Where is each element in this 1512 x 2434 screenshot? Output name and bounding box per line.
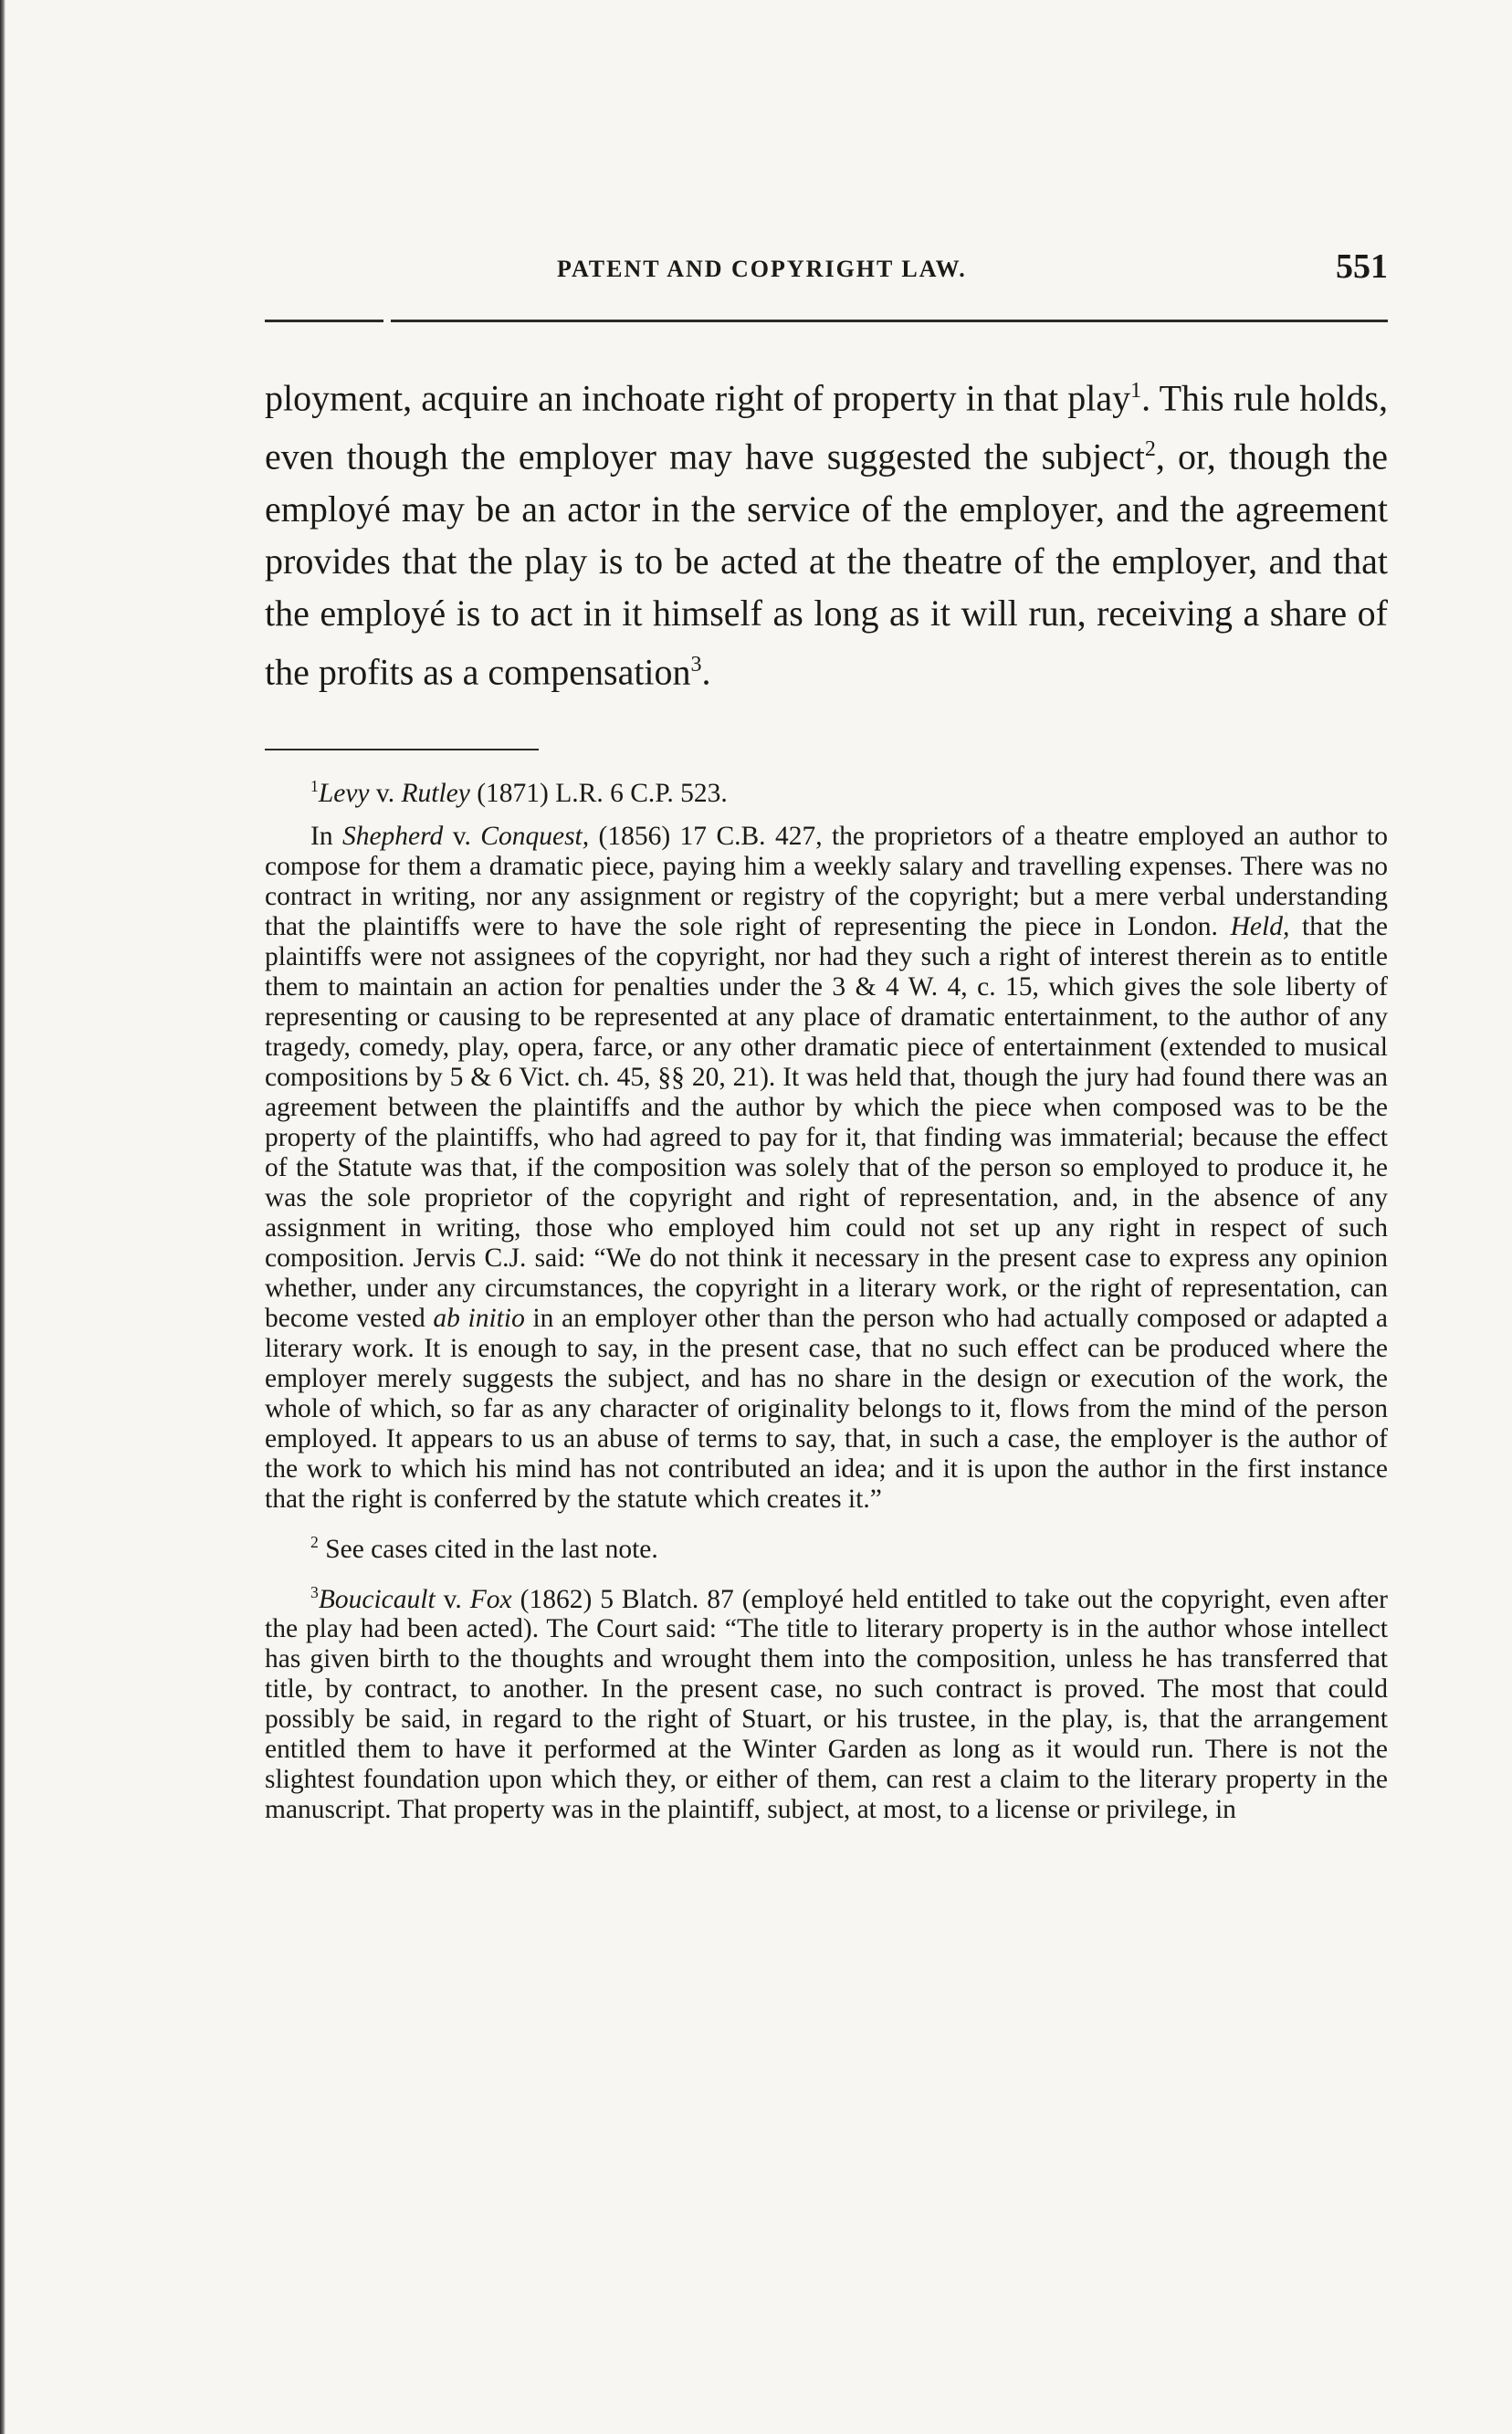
footnotes <box>265 771 1388 1838</box>
footnote-1-continued <box>265 822 1388 1515</box>
page-header <box>265 219 1388 292</box>
footnote-3 <box>265 1578 1388 1826</box>
footnote-separator <box>265 749 539 750</box>
footnote-text: (1856) 17 C.B. 427, the proprietors of a theatre employed an author to compose for them a dramatic piece, paying him a weekly salary and travelling expenses. There was no contract in writing, nor any assignment or registry of the copyright; but a mere verbal understanding that the plaintiffs were to have the sole right of representing the piece in London. <box>265 821 1388 941</box>
book-page <box>265 219 1389 1825</box>
versus: v. <box>435 1584 470 1614</box>
main-paragraph <box>265 365 1388 698</box>
footnote-1 <box>265 771 1388 809</box>
body-text-part-1: ployment, acquire an inchoate right of property in that play <box>265 377 1131 419</box>
case-name: Shepherd <box>341 821 444 851</box>
footnote-text: See cases cited in the last note. <box>318 1534 658 1564</box>
footnote-text: that the plaintiffs were not assignees of the copyright, nor had they such a right of interest therein as to entitle them to maintain an action for penalties under the 3 & 4 W. 4, c. 15, which gives the sole liberty of representing or causing to be represented at any place of dramatic entertainment, to the author of any tragedy, comedy, play, opera, farce, or any other dramatic piece of entertainment (extended to musical compositions by 5 & 6 Vict. ch. 45, §§ 20, 21). It was held that, though the jury had found there was an agreement between the plaintiffs and the author by which the piece when composed was to be the property of the plaintiffs, who had agreed to pay for it, that finding was immaterial; because the effect of the Statute was that, if the composition was solely that of the person so employed to produce it, he was the sole proprietor of the copyright and right of representation, and, in the absence of any assignment in writing, those who employed him could not set up any right in respect of such composition. Jervis C.J. said: “We do not think it necessary in the present case to express any opinion whether, under any circumstances, the copyright in a literary work, or the right of representation, can become vested <box>265 911 1389 1333</box>
case-name: Boucicault <box>318 1584 436 1614</box>
page-number: 551 <box>1336 247 1388 286</box>
running-title: PATENT AND COPYRIGHT LAW. <box>557 256 967 282</box>
footnote-marker-2: 2 <box>310 1532 319 1551</box>
case-party: Rutley <box>401 778 470 808</box>
case-party: Conquest, <box>480 821 590 851</box>
footnote-ref-2: 2 <box>1144 437 1156 462</box>
footnote-intro: In <box>310 821 342 851</box>
footnote-marker-3: 3 <box>310 1582 319 1601</box>
citation: (1871) L.R. 6 C.P. 523. <box>469 778 728 808</box>
footnote-ref-1: 1 <box>1130 379 1142 403</box>
footnote-text: (1862) 5 Blatch. 87 (employé held entitled to take out the copyright, even after the play had been acted). The Court said: “The title to literary property is in the author whose intellect has given birth to the thoughts and wrought them into the composition, unless he has transferred that title, by contract, to another. In the present case, no such contract is proved. The most that could possibly be said, in regard to the right of Stuart, or his trustee, in the play, is, that the arrangement entitled them to have it performed at the Winter Garden as long as it would run. There is not the slightest foundation upon which they, or either of them, can rest a claim to the literary property in the manuscript. That property was in the plaintiff, subject, at most, to a license or privilege, in <box>265 1584 1388 1825</box>
latin-term: ab initio <box>433 1303 525 1333</box>
footnote-text: in an employer other than the person who had actually composed or adapted a literary work. It is enough to say, in the present case, that no such effect can be produced where the employer merely suggests the subject, and has no share in the design or execution of the work, the whole of which, so far as any character of originality belongs to it, flows from the mind of the person employed. It appears to us an abuse of terms to say, that, in such a case, the employer is the author of the work to which his mind has not contributed an idea; and it is upon the author in the first instance that the right is conferred by the statute which creates it.” <box>265 1303 1388 1514</box>
header-rule <box>265 320 1388 322</box>
case-party: Fox <box>469 1584 512 1614</box>
versus: v. <box>443 821 481 851</box>
body-text-part-3: , or, though the employé may be an actor in the service of the employer, and the agreement provides that the play is to be acted at the theatre of the employer, and that the employé is to act in it himself as long as it will run, receiving a share of the profits as a compensation <box>265 435 1389 692</box>
header-rule-gap <box>383 318 391 324</box>
footnote-2 <box>265 1527 1388 1565</box>
book-binding-edge <box>0 0 5 2434</box>
body-text-part-4: . <box>701 650 711 692</box>
footnote-marker-1: 1 <box>310 777 319 795</box>
versus: v. <box>369 778 402 808</box>
held-term: Held, <box>1230 911 1290 941</box>
footnote-ref-3: 3 <box>690 652 702 677</box>
body-text-part-2: . This rule holds, even though the employer may have suggested the subject <box>265 377 1388 477</box>
case-name: Levy <box>318 778 370 808</box>
